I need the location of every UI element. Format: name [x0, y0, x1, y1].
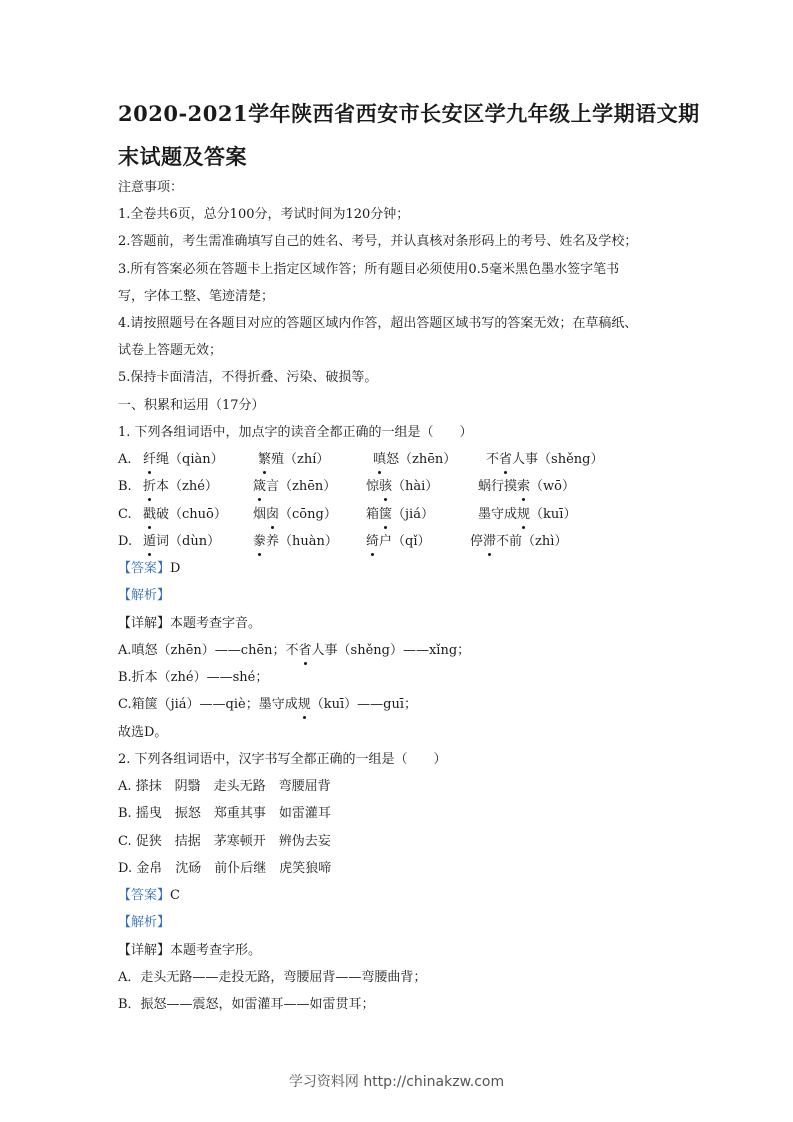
q1-option-b-word-1: 折本（zhé） [143, 479, 218, 494]
q2-analysis-tag: 【解析】 [118, 915, 171, 930]
notice-heading: 注意事项： [118, 180, 184, 195]
notice-item-5: 5.保持卡面清洁，不得折叠、污染、破损等。 [118, 370, 378, 385]
question-2-stem: 2. 下列各组词语中，汉字书写全都正确的一组是（ ） [118, 752, 447, 767]
footer-watermark: 学习资料网 http://chinakzw.com [288, 1074, 505, 1090]
notice-item-3a: 3.所有答案必须在答题卡上指定区域作答；所有题目必须使用0.5毫米黑色墨水签字笔书 [118, 262, 620, 277]
q1-option-d-word-4: 停滞不前（zhì） [470, 534, 568, 549]
answer-tag: 【答案】 [118, 561, 171, 576]
question-1-stem: 1. 下列各组词语中，加点字的读音全都正确的一组是（ ） [118, 425, 473, 440]
q2-explain-b: B．振怒——震怒，如雷灌耳——如雷贯耳； [118, 997, 375, 1012]
document-title-line-2: 末试题及答案 [118, 144, 247, 169]
section-heading: 一、积累和运用（17分） [118, 398, 265, 413]
q1-option-d-word-2: 豢养（huàn） [253, 534, 338, 549]
q2-explain-a: A．走头无路——走投无路，弯腰屈背——弯腰曲背； [118, 970, 427, 985]
q1-option-c-word-3: 箱箧（jiá） [366, 507, 434, 522]
q1-option-c-word-2: 烟囱（cōng） [253, 507, 337, 522]
q1-conclusion: 故选D。 [118, 725, 168, 740]
q1-option-b-word-3: 惊骇（hài） [366, 479, 439, 494]
q2-detail: 【详解】本题考查字形。 [118, 943, 262, 958]
q1-explain-c: C.箱箧（jiá）——qiè；墨守成规（kuī）——guī； [118, 697, 418, 712]
q1-explain-b: B.折本（zhé）——shé； [118, 670, 269, 685]
notice-item-4a: 4.请按照题号在各题目对应的答题区域内作答，超出答题区域书写的答案无效；在草稿纸、 [118, 316, 638, 331]
q1-option-b-word-4: 蜗行摸索（wō） [478, 479, 575, 494]
document-title-line-1: 2020-2021学年陕西省西安市长安区学九年级上学期语文期 [118, 101, 700, 126]
q2-option-d: D. 金帛 沈砀 前仆后继 虎笑狼啼 [118, 861, 332, 876]
q1-option-a-label: A. [118, 452, 132, 467]
notice-item-2: 2.答题前，考生需准确填写自己的姓名、考号，并认真核对条形码上的考号、姓名及学校； [118, 234, 638, 249]
answer-value: D [170, 561, 181, 576]
q1-answer [118, 560, 180, 578]
q1-option-a-word-4: 不省人事（shěng） [486, 452, 604, 467]
q1-option-b-word-2: 箴言（zhēn） [253, 479, 337, 494]
q1-option-c-label: C. [118, 507, 132, 522]
q1-analysis-tag: 【解析】 [118, 588, 171, 603]
q1-option-a-word-2: 繁殖（zhí） [258, 452, 330, 467]
q1-option-c-word-1: 戳破（chuō） [143, 507, 227, 522]
answer-tag: 【答案】 [118, 888, 171, 903]
q1-option-d-word-1: 遁词（dùn） [143, 534, 221, 549]
q1-detail: 【详解】本题考查字音。 [118, 616, 262, 631]
q2-option-c: C. 促狭 拮据 茅寒顿开 辨伪去妄 [118, 834, 331, 849]
q1-explain-a: A.嗔怒（zhēn）——chēn；不省人事（shěng）——xǐng； [118, 643, 471, 658]
notice-item-3b: 写，字体工整、笔迹清楚； [118, 289, 275, 304]
q1-option-d-word-3: 绮户（qǐ） [366, 534, 431, 549]
q2-option-a: A. 搽抹 阴翳 走头无路 弯腰屈背 [118, 779, 331, 794]
q1-option-c-word-4: 墨守成规（kuī） [478, 507, 577, 522]
notice-item-1: 1.全卷共6页，总分100分，考试时间为120分钟； [118, 207, 410, 222]
q1-option-a-word-1: 纤绳（qiàn） [143, 452, 224, 467]
q1-option-d-label: D. [118, 534, 133, 549]
q1-option-a-word-3: 嗔怒（zhēn） [373, 452, 457, 467]
q2-option-b: B. 摇曳 振怒 郑重其事 如雷灌耳 [118, 806, 331, 821]
answer-value: C [170, 888, 180, 903]
q2-answer [118, 887, 180, 905]
q1-option-b-label: B. [118, 479, 132, 494]
notice-item-4b: 试卷上答题无效； [118, 343, 223, 358]
